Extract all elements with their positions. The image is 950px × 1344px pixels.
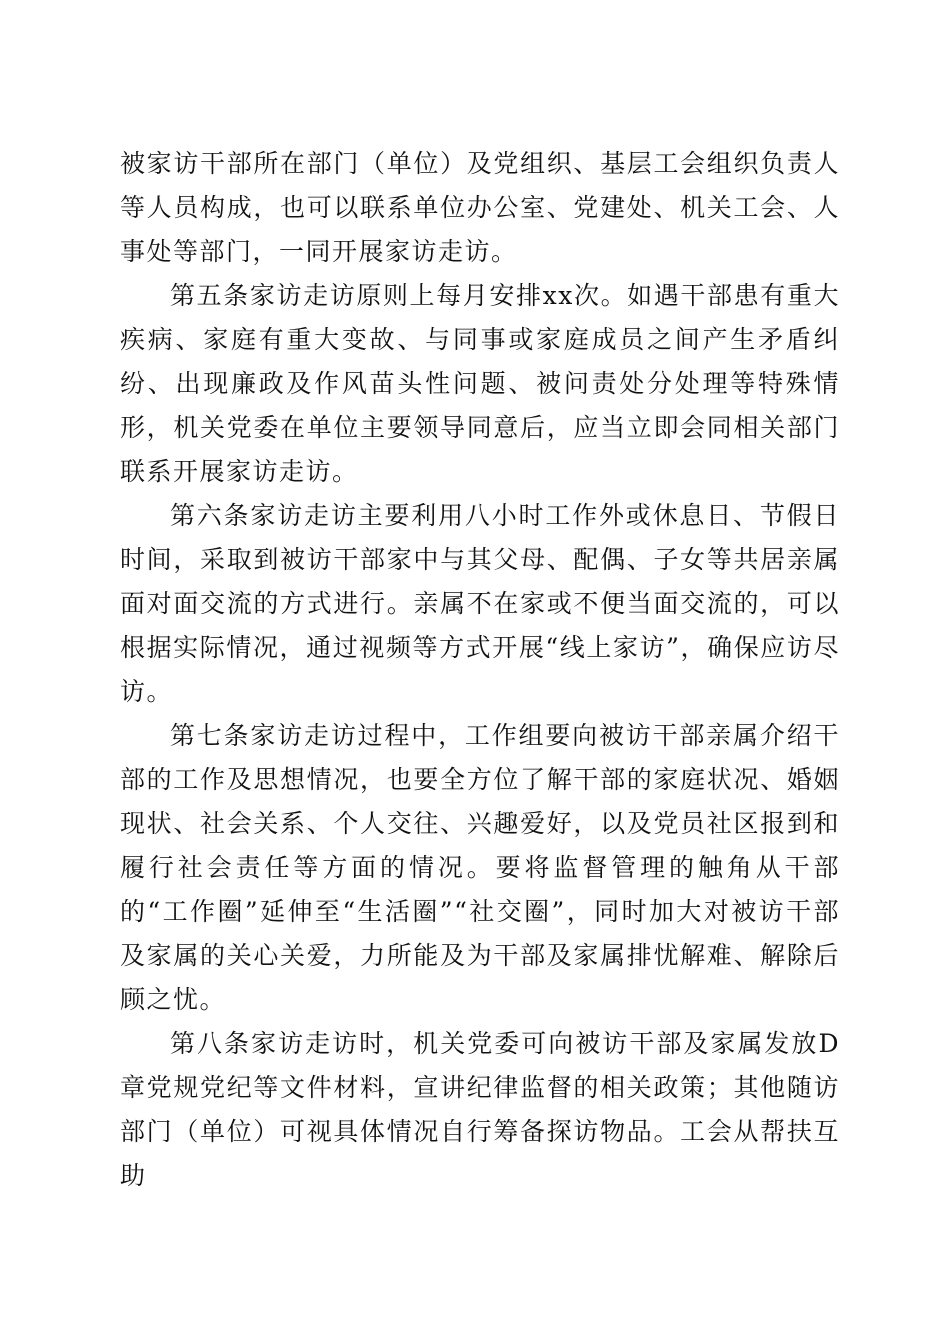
paragraph-continuation: 被家访干部所在部门（单位）及党组织、基层工会组织负责人等人员构成，也可以联系单位办公室、党建处、机关工会、人事处等部门，一同开展家访走访。 bbox=[120, 149, 840, 266]
document-body bbox=[120, 142, 840, 1198]
paragraph-article-8: 第八条家访走访时，机关党委可向被访干部及家属发放D章党规党纪等文件材料，宣讲纪律监督的相关政策；其他随访部门（单位）可视具体情况自行筹备探访物品。工会从帮扶互助 bbox=[120, 1029, 840, 1190]
paragraph-article-5: 第五条家访走访原则上每月安排xx次。如遇干部患有重大疾病、家庭有重大变故、与同事或家庭成员之间产生矛盾纠纷、出现廉政及作风苗头性问题、被问责处分处理等特殊情形，机关党委在单位主要领导同意后，应当立即会同相关部门联系开展家访走访。 bbox=[120, 281, 840, 486]
paragraph-article-6: 第六条家访走访主要利用八小时工作外或休息日、节假日时间，采取到被访干部家中与其父母、配偶、子女等共居亲属面对面交流的方式进行。亲属不在家或不便当面交流的，可以根据实际情况，通过视频等方式开展“线上家访”，确保应访尽访。 bbox=[120, 501, 840, 706]
paragraph-article-7: 第七条家访走访过程中，工作组要向被访干部亲属介绍干部的工作及思想情况，也要全方位了解干部的家庭状况、婚姻现状、社会关系、个人交往、兴趣爱好，以及党员社区报到和履行社会责任等方面的情况。要将监督管理的触角从干部的“工作圈”延伸至“生活圈”“社交圈”，同时加大对被访干部及家属的关心关爱，力所能及为干部及家属排忧解难、解除后顾之忧。 bbox=[120, 721, 840, 1014]
